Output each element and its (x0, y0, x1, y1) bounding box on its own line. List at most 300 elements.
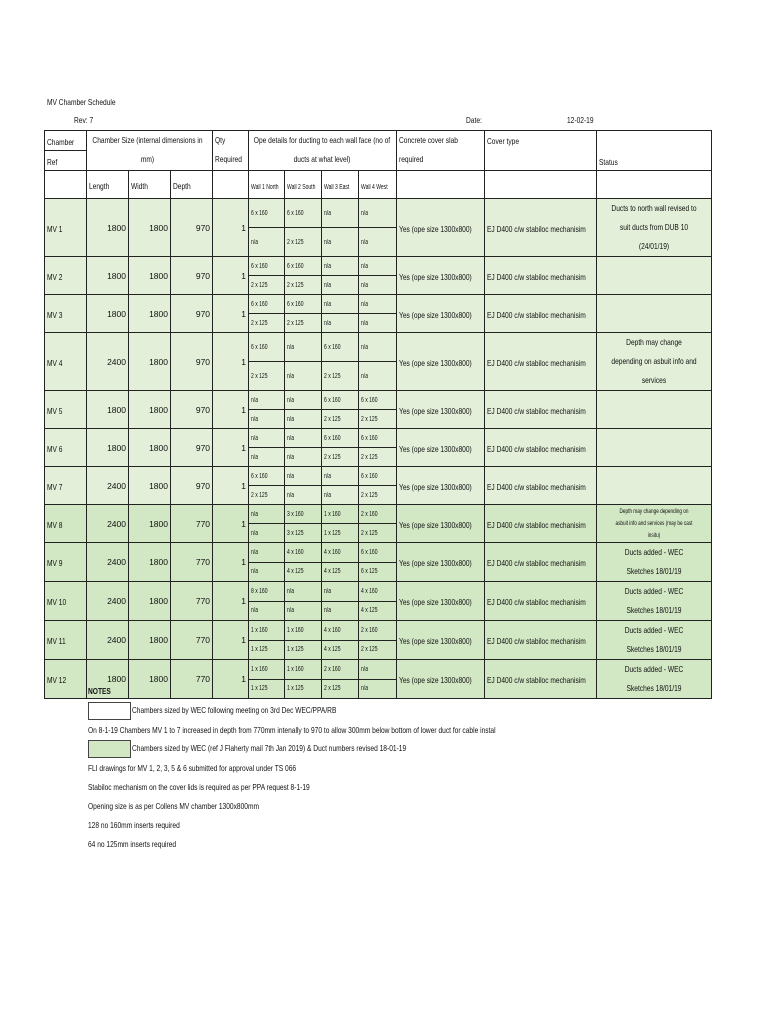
duct-cell-lower (285, 448, 322, 467)
slab-value: Yes (ope size 1300x800) (399, 597, 472, 607)
cover-cell (485, 295, 597, 333)
duct-spec: n/a (287, 343, 295, 351)
duct-cell-lower (359, 276, 397, 295)
status-value: Ducts added - WEC Sketches 18/01/19 (624, 625, 684, 654)
duct-spec: 2 x 125 (251, 319, 268, 327)
wall2-header: Wall 2 South (287, 183, 316, 191)
duct-spec: 6 x 160 (251, 472, 268, 480)
length-cell (87, 429, 129, 467)
cover-value: EJ D400 c/w stabiloc mechanisim (487, 443, 586, 454)
length-value: 2400 (107, 356, 126, 367)
col-chamber-size (87, 131, 213, 171)
qty-value: 1 (241, 480, 247, 491)
duct-cell-upper (249, 295, 285, 314)
duct-spec: 2 x 125 (251, 372, 268, 380)
cover-cell (485, 621, 597, 660)
duct-spec: n/a (287, 607, 295, 615)
depth-cell (171, 257, 213, 295)
duct-cell-upper (249, 257, 285, 276)
blank-cover (485, 171, 597, 199)
duct-cell-upper (249, 391, 285, 410)
slab-cell (397, 199, 485, 257)
duct-cell-lower (249, 276, 285, 295)
cover-value: EJ D400 c/w stabiloc mechanisim (487, 309, 586, 320)
duct-cell-upper (285, 429, 322, 448)
duct-cell-lower (322, 314, 359, 333)
status-cell (597, 429, 712, 467)
qty-value: 1 (241, 270, 247, 281)
chamber-size-header: Chamber Size (internal dimensions in mm) (92, 135, 203, 164)
duct-cell-upper (322, 295, 359, 314)
duct-spec: 6 x 160 (251, 300, 268, 308)
width-value: 1800 (149, 308, 168, 319)
slab-cell (397, 429, 485, 467)
duct-cell-lower (249, 640, 285, 660)
duct-cell-lower (322, 410, 359, 429)
status-value: Ducts added - WEC Sketches 18/01/19 (624, 586, 684, 615)
slab-value: Yes (ope size 1300x800) (399, 357, 472, 368)
duct-cell-upper (249, 333, 285, 362)
duct-spec: n/a (361, 372, 369, 380)
cover-value: EJ D400 c/w stabiloc mechanisim (487, 223, 586, 234)
table-row (45, 199, 712, 228)
date-value: 12-02-19 (567, 115, 594, 125)
chamber-ref: MV 7 (47, 481, 63, 492)
width-cell (129, 660, 171, 699)
length-cell (87, 582, 129, 621)
width-value: 1800 (149, 557, 168, 567)
depth-value: 970 (195, 222, 211, 233)
duct-spec: n/a (324, 300, 332, 308)
duct-cell-lower (322, 362, 359, 391)
width-value: 1800 (149, 635, 168, 645)
note-item: On 8-1-19 Chambers MV 1 to 7 increased in depth from 770mm intenally to 970 to allow 300mm below bottom of lower duct for cable instal (88, 725, 496, 735)
depth-cell (171, 505, 213, 543)
duct-spec: 2 x 125 (251, 281, 268, 289)
qty-header: Qty Required (215, 135, 242, 164)
duct-cell-lower (359, 601, 397, 621)
chamber-ref: MV 3 (47, 309, 63, 320)
chamber-schedule-table (44, 130, 712, 699)
duct-cell-lower (249, 679, 285, 699)
duct-cell-upper (359, 505, 397, 524)
duct-spec: n/a (251, 548, 259, 556)
duct-cell-upper (285, 582, 322, 602)
cover-cell (485, 199, 597, 257)
chamber-ref: MV 1 (47, 223, 63, 234)
duct-cell-upper (285, 257, 322, 276)
duct-cell-lower (285, 679, 322, 699)
duct-spec: 2 x 125 (361, 529, 378, 537)
duct-spec: 6 x 160 (324, 434, 341, 442)
duct-cell-lower (249, 524, 285, 543)
cover-value: EJ D400 c/w stabiloc mechanisim (487, 636, 586, 646)
length-value: 1800 (107, 270, 126, 281)
duct-cell-upper (359, 257, 397, 276)
duct-spec: n/a (251, 415, 259, 423)
depth-cell (171, 199, 213, 257)
chamber-ref-cell (45, 621, 87, 660)
chamber-ref-cell (45, 429, 87, 467)
cover-value: EJ D400 c/w stabiloc mechanisim (487, 597, 586, 607)
schedule-body (45, 131, 712, 699)
duct-spec: n/a (251, 510, 259, 518)
width-value: 1800 (149, 356, 168, 367)
width-value: 1800 (149, 674, 168, 684)
duct-cell-lower (359, 448, 397, 467)
slab-cell (397, 467, 485, 505)
header-row-1 (45, 131, 712, 151)
cover-cell (485, 391, 597, 429)
slab-value: Yes (ope size 1300x800) (399, 223, 472, 234)
duct-cell-upper (249, 582, 285, 602)
length-cell (87, 467, 129, 505)
duct-spec: 2 x 125 (324, 453, 341, 461)
duct-cell-upper (249, 467, 285, 486)
cover-value: EJ D400 c/w stabiloc mechanisim (487, 405, 586, 416)
depth-value: 970 (195, 308, 211, 319)
duct-cell-upper (359, 660, 397, 680)
length-value: 2400 (107, 518, 126, 529)
duct-spec: 3 x 125 (287, 529, 304, 537)
chamber-ref: MV 2 (47, 271, 63, 282)
width-value: 1800 (149, 270, 168, 281)
duct-cell-lower (285, 228, 322, 257)
chamber-ref-cell (45, 199, 87, 257)
qty-value: 1 (241, 222, 247, 233)
duct-cell-lower (285, 562, 322, 582)
col-depth (171, 171, 213, 199)
duct-spec: 1 x 125 (287, 685, 304, 693)
depth-value: 970 (195, 404, 211, 415)
duct-spec: n/a (287, 453, 295, 461)
duct-cell-upper (322, 391, 359, 410)
duct-cell-upper (359, 543, 397, 563)
duct-cell-upper (322, 582, 359, 602)
cover-cell (485, 660, 597, 699)
length-cell (87, 621, 129, 660)
chamber-ref: MV 12 (47, 675, 67, 685)
width-cell (129, 621, 171, 660)
duct-spec: 3 x 160 (287, 510, 304, 518)
duct-spec: n/a (361, 262, 369, 270)
duct-spec: 2 x 125 (361, 453, 378, 461)
depth-cell (171, 621, 213, 660)
duct-cell-lower (285, 362, 322, 391)
qty-value: 1 (241, 557, 247, 567)
duct-spec: 6 x 160 (361, 548, 378, 556)
status-value: Ducts to north wall revised to suit ducts from DUB 10 (24/01/19) (611, 203, 697, 251)
slab-value: Yes (ope size 1300x800) (399, 675, 472, 685)
status-cell (597, 257, 712, 295)
duct-cell-lower (359, 228, 397, 257)
slab-cell (397, 257, 485, 295)
chamber-ref: MV 11 (47, 636, 66, 646)
note-item: Stabiloc mechanism on the cover lids is required as per PPA request 8-1-19 (88, 782, 310, 792)
duct-cell-upper (285, 391, 322, 410)
chamber-ref-cell (45, 295, 87, 333)
duct-spec: n/a (324, 472, 332, 480)
status-cell (597, 505, 712, 543)
note-item: Opening size is as per Collens MV chamber 1300x800mm (88, 801, 259, 811)
status-cell (597, 199, 712, 257)
duct-cell-lower (249, 362, 285, 391)
chamber-ref: MV 4 (47, 357, 63, 368)
duct-spec: 6 x 160 (251, 209, 268, 217)
duct-cell-upper (322, 429, 359, 448)
slab-value: Yes (ope size 1300x800) (399, 558, 472, 568)
width-cell (129, 391, 171, 429)
status-cell (597, 621, 712, 660)
status-cell (597, 543, 712, 582)
duct-spec: 4 x 125 (324, 568, 341, 576)
duct-cell-upper (249, 621, 285, 641)
duct-cell-lower (249, 486, 285, 505)
qty-cell (213, 467, 249, 505)
slab-cell (397, 543, 485, 582)
status-cell (597, 295, 712, 333)
status-cell (597, 582, 712, 621)
width-cell (129, 199, 171, 257)
slab-cell (397, 660, 485, 699)
table-row (45, 257, 712, 276)
depth-value: 770 (195, 596, 211, 606)
status-value: Depth may change depending on asbuit info and services (may be cast insitu) (615, 507, 693, 539)
qty-value: 1 (241, 356, 247, 367)
length-value: 1800 (107, 442, 126, 453)
duct-spec: n/a (287, 434, 295, 442)
width-cell (129, 429, 171, 467)
qty-cell (213, 543, 249, 582)
slab-value: Yes (ope size 1300x800) (399, 271, 472, 282)
depth-cell (171, 660, 213, 699)
duct-cell-lower (285, 524, 322, 543)
status-cell (597, 660, 712, 699)
duct-cell-lower (285, 601, 322, 621)
table-row (45, 295, 712, 314)
slab-header: Concrete cover slab required (399, 135, 458, 164)
duct-spec: n/a (251, 238, 259, 246)
chamber-ref: MV 10 (47, 597, 67, 607)
duct-spec: n/a (361, 685, 369, 693)
duct-cell-lower (322, 448, 359, 467)
depth-cell (171, 429, 213, 467)
width-cell (129, 257, 171, 295)
width-value: 1800 (149, 442, 168, 453)
qty-value: 1 (241, 308, 247, 319)
col-qty (213, 131, 249, 171)
duct-cell-upper (359, 621, 397, 641)
blank-status (597, 171, 712, 199)
duct-spec: 6 x 160 (287, 262, 304, 270)
qty-cell (213, 199, 249, 257)
col-wall2 (285, 171, 322, 199)
duct-spec: 2 x 125 (251, 491, 268, 499)
qty-value: 1 (241, 404, 247, 415)
chamber-ref: MV 8 (47, 519, 63, 530)
cover-value: EJ D400 c/w stabiloc mechanisim (487, 519, 586, 530)
duct-cell-upper (285, 660, 322, 680)
slab-value: Yes (ope size 1300x800) (399, 636, 472, 646)
duct-cell-upper (359, 582, 397, 602)
length-value: 2400 (107, 557, 126, 567)
duct-spec: n/a (251, 529, 259, 537)
duct-spec: 6 x 160 (324, 396, 341, 404)
duct-cell-lower (249, 228, 285, 257)
length-cell (87, 391, 129, 429)
duct-cell-lower (322, 228, 359, 257)
wall3-header: Wall 3 East (324, 183, 350, 191)
cover-cell (485, 505, 597, 543)
width-cell (129, 505, 171, 543)
width-header: Width (131, 180, 148, 191)
qty-cell (213, 505, 249, 543)
slab-value: Yes (ope size 1300x800) (399, 519, 472, 530)
duct-spec: 2 x 125 (361, 415, 378, 423)
table-row (45, 582, 712, 602)
duct-spec: 2 x 160 (361, 510, 378, 518)
ope-header: Ope details for ducting to each wall face (no of ducts at what level) (253, 135, 391, 164)
duct-cell-upper (322, 660, 359, 680)
cover-cell (485, 429, 597, 467)
revision-label: Rev: 7 (74, 115, 94, 125)
duct-cell-upper (359, 199, 397, 228)
note-item: FLI drawings for MV 1, 2, 3, 5 & 6 submitted for approval under TS 066 (88, 763, 297, 773)
table-row (45, 333, 712, 362)
duct-cell-upper (322, 333, 359, 362)
duct-spec: n/a (324, 587, 332, 595)
duct-cell-upper (285, 505, 322, 524)
duct-spec: 1 x 125 (287, 646, 304, 654)
duct-cell-upper (249, 505, 285, 524)
duct-cell-lower (359, 562, 397, 582)
qty-cell (213, 429, 249, 467)
duct-spec: 4 x 125 (361, 607, 378, 615)
note-item: 64 no 125mm inserts required (88, 839, 177, 849)
duct-cell-upper (285, 467, 322, 486)
depth-value: 770 (195, 674, 211, 684)
qty-cell (213, 391, 249, 429)
cover-value: EJ D400 c/w stabiloc mechanisim (487, 357, 586, 368)
duct-spec: n/a (324, 319, 332, 327)
col-width (129, 171, 171, 199)
blank-ref (45, 171, 87, 199)
duct-spec: n/a (361, 665, 369, 673)
duct-cell-lower (359, 679, 397, 699)
duct-spec: 6 x 160 (251, 343, 268, 351)
width-value: 1800 (149, 596, 168, 606)
depth-cell (171, 467, 213, 505)
qty-value: 1 (241, 635, 247, 645)
width-cell (129, 295, 171, 333)
duct-spec: n/a (251, 434, 259, 442)
chamber-ref-cell (45, 660, 87, 699)
duct-spec: 4 x 160 (361, 587, 378, 595)
duct-cell-lower (322, 486, 359, 505)
slab-cell (397, 582, 485, 621)
duct-cell-lower (285, 640, 322, 660)
depth-cell (171, 333, 213, 391)
duct-spec: n/a (324, 238, 332, 246)
depth-value: 770 (195, 518, 211, 529)
width-cell (129, 467, 171, 505)
duct-spec: 1 x 160 (251, 626, 268, 634)
slab-value: Yes (ope size 1300x800) (399, 309, 472, 320)
duct-cell-lower (285, 314, 322, 333)
duct-cell-lower (359, 410, 397, 429)
chamber-ref-cell (45, 391, 87, 429)
duct-spec: 1 x 125 (251, 685, 268, 693)
duct-cell-lower (285, 410, 322, 429)
depth-value: 970 (195, 442, 211, 453)
slab-value: Yes (ope size 1300x800) (399, 443, 472, 454)
length-cell (87, 257, 129, 295)
duct-spec: 6 x 160 (361, 472, 378, 480)
qty-cell (213, 660, 249, 699)
width-cell (129, 582, 171, 621)
dark-green-swatch (88, 740, 131, 758)
slab-cell (397, 391, 485, 429)
duct-cell-lower (359, 486, 397, 505)
duct-cell-lower (322, 679, 359, 699)
duct-spec: 2 x 125 (287, 319, 304, 327)
cover-value: EJ D400 c/w stabiloc mechanisim (487, 481, 586, 492)
qty-cell (213, 621, 249, 660)
width-cell (129, 333, 171, 391)
slab-cell (397, 295, 485, 333)
duct-spec: n/a (361, 343, 369, 351)
status-value: Ducts added - WEC Sketches 18/01/19 (624, 547, 684, 576)
col-chamber-ref (45, 131, 87, 151)
col-ref-cont (45, 151, 87, 171)
length-cell (87, 505, 129, 543)
chamber-ref-header: Chamber (47, 136, 75, 147)
duct-spec: 2 x 125 (324, 415, 341, 423)
duct-spec: n/a (287, 372, 295, 380)
duct-spec: 6 x 160 (361, 434, 378, 442)
duct-cell-upper (322, 257, 359, 276)
duct-cell-upper (322, 505, 359, 524)
qty-cell (213, 582, 249, 621)
duct-spec: 6 x 160 (324, 343, 341, 351)
note-item: 128 no 160mm inserts required (88, 820, 180, 830)
duct-cell-lower (322, 524, 359, 543)
chamber-ref: MV 9 (47, 558, 63, 568)
duct-cell-upper (359, 295, 397, 314)
duct-spec: n/a (287, 396, 295, 404)
duct-spec: n/a (324, 607, 332, 615)
duct-cell-lower (249, 314, 285, 333)
duct-cell-lower (249, 448, 285, 467)
qty-value: 1 (241, 674, 247, 684)
wall4-header: Wall 4 West (361, 183, 388, 191)
col-ope (249, 131, 397, 171)
table-row (45, 505, 712, 524)
header-row-3 (45, 171, 712, 199)
note-item: Chambers sized by WEC following meeting on 3rd Dec WEC/PPA/RB (132, 705, 337, 715)
slab-value: Yes (ope size 1300x800) (399, 481, 472, 492)
table-row (45, 660, 712, 680)
duct-spec: n/a (361, 281, 369, 289)
status-value: Depth may change depending on asbuit info and services (611, 337, 697, 385)
duct-cell-upper (322, 621, 359, 641)
cover-value: EJ D400 c/w stabiloc mechanisim (487, 675, 586, 685)
status-cell (597, 467, 712, 505)
length-cell (87, 199, 129, 257)
duct-cell-upper (359, 467, 397, 486)
table-row (45, 621, 712, 641)
duct-cell-lower (285, 276, 322, 295)
